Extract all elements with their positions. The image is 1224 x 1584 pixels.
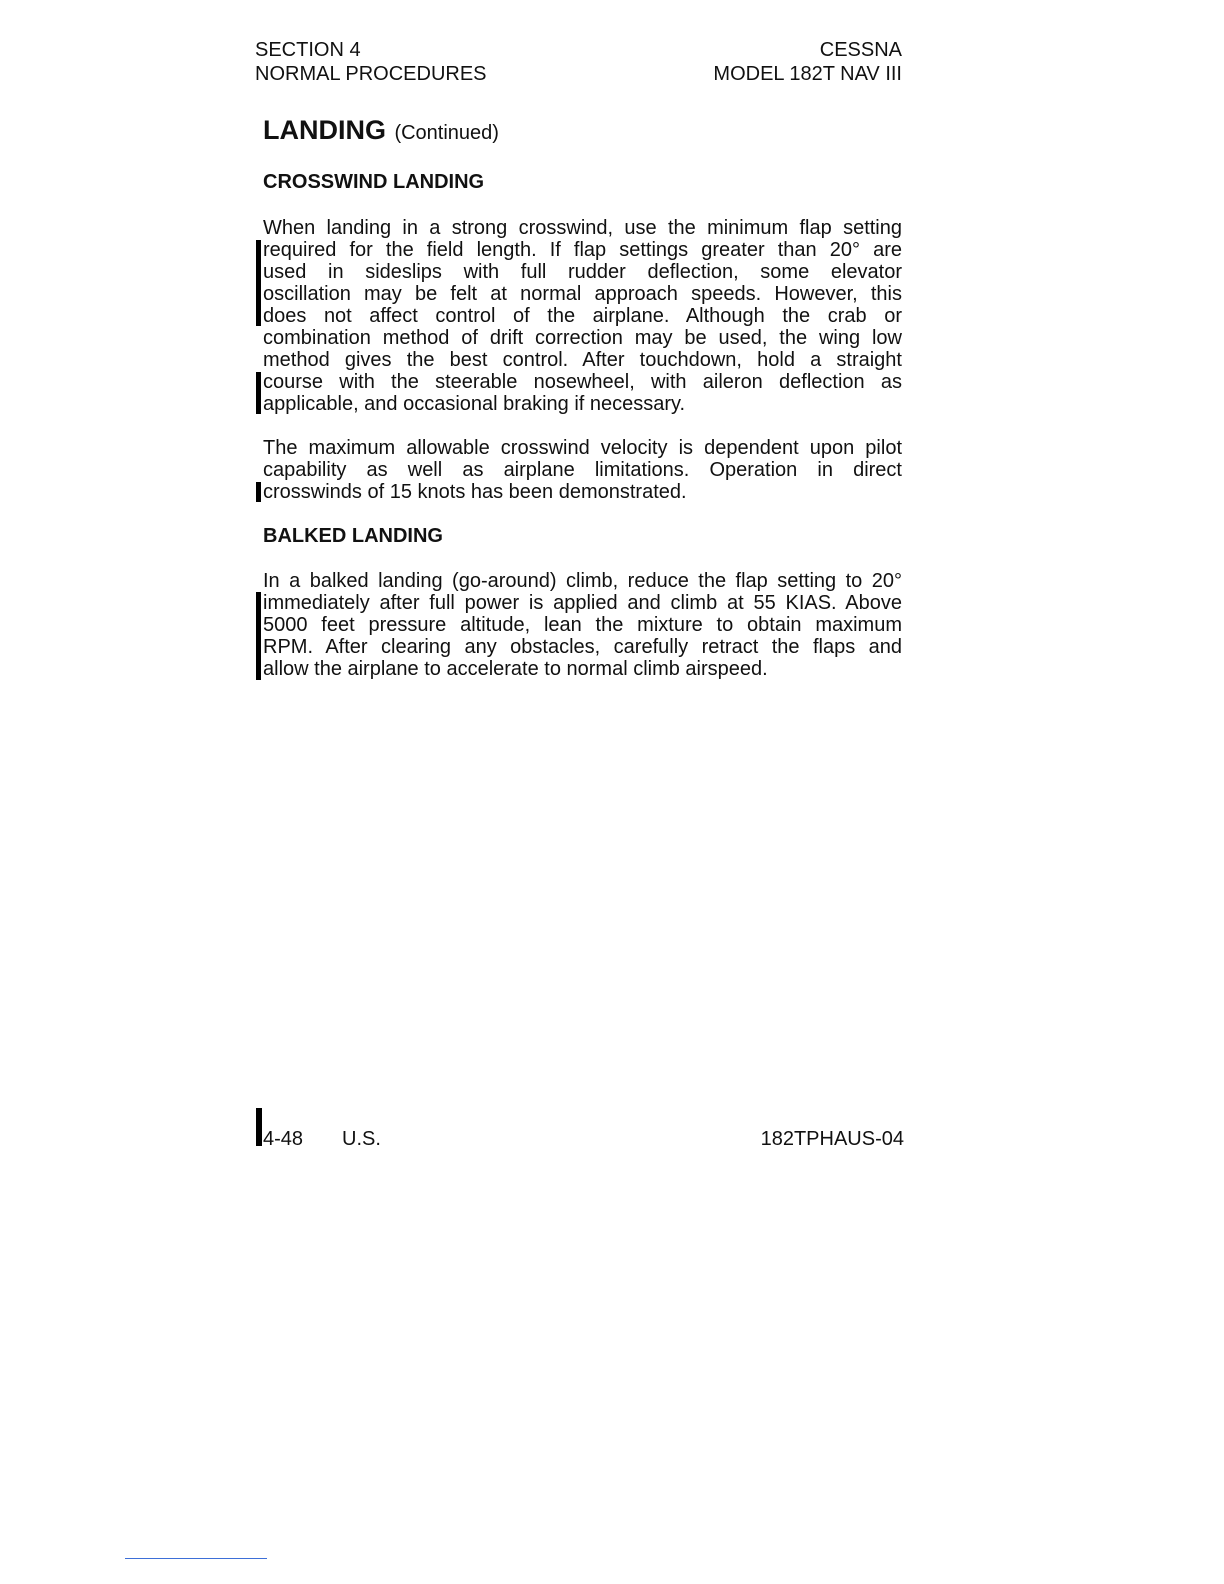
text-line: used in sideslips with full rudder deflection, some elevator [263, 261, 902, 283]
running-header-right [640, 38, 902, 86]
region-label: U.S. [342, 1128, 381, 1150]
text-line: oscillation may be felt at normal approach speeds. However, this [263, 283, 902, 305]
balked-heading: BALKED LANDING [263, 525, 443, 547]
manufacturer: CESSNA [819, 39, 902, 61]
revision-bar [256, 240, 261, 326]
text-line: combination method of drift correction may be used, the wing low [263, 327, 902, 349]
text-line: RPM. After clearing any obstacles, carefully retract the flaps and [263, 636, 902, 658]
text-line: immediately after full power is applied and climb at 55 KIAS. Above [263, 592, 902, 614]
text-line: allow the airplane to accelerate to normal climb airspeed. [263, 658, 768, 680]
running-header-left [255, 38, 487, 86]
crosswind-paragraph-1 [263, 217, 902, 415]
balked-paragraph [263, 570, 902, 680]
page-heading [263, 115, 499, 146]
text-line: When landing in a strong crosswind, use the minimum flap setting [263, 217, 902, 239]
text-line: applicable, and occasional braking if necessary. [263, 393, 686, 415]
document-id: 182TPHAUS-04 [760, 1128, 904, 1150]
revision-bar [256, 1108, 262, 1146]
text-line: required for the field length. If flap settings greater than 20° are [263, 239, 902, 261]
revision-bar [256, 372, 261, 414]
page-number: 4-48 [263, 1128, 304, 1150]
heading-title: LANDING [263, 115, 386, 145]
revision-bar [256, 592, 261, 680]
text-line: 5000 feet pressure altitude, lean the mixture to obtain maximum [263, 614, 902, 636]
text-line: The maximum allowable crosswind velocity is dependent upon pilot [263, 437, 902, 459]
text-line: method gives the best control. After touchdown, hold a straight [263, 349, 902, 371]
heading-suffix: (Continued) [394, 122, 499, 144]
text-line: does not affect control of the airplane. Although the crab or [263, 305, 902, 327]
crosswind-paragraph-2 [263, 437, 902, 503]
text-line: course with the steerable nosewheel, with aileron deflection as [263, 371, 902, 393]
page-edge-line [125, 1558, 267, 1559]
text-line: capability as well as airplane limitations. Operation in direct [263, 459, 902, 481]
revision-bar [256, 482, 261, 502]
text-line: crosswinds of 15 knots has been demonstrated. [263, 481, 687, 503]
model-name: MODEL 182T NAV III [713, 63, 902, 85]
text-line: In a balked landing (go-around) climb, reduce the flap setting to 20° [263, 570, 902, 592]
section-number: SECTION 4 [255, 39, 361, 61]
crosswind-heading: CROSSWIND LANDING [263, 171, 485, 193]
section-title: NORMAL PROCEDURES [255, 63, 487, 85]
